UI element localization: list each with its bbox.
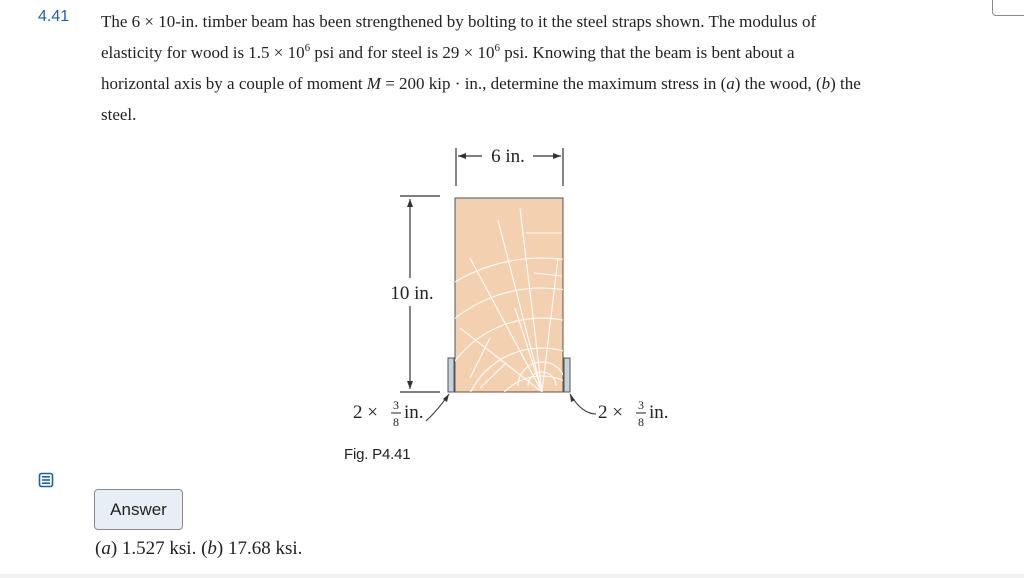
- left-fraction-numerator: 3: [393, 398, 399, 412]
- left-strap-prefix: 2 ×: [353, 402, 378, 423]
- problem-line-1: [101, 6, 996, 37]
- problem-line-3: [101, 68, 996, 99]
- right-fraction-numerator: 3: [638, 398, 644, 412]
- part-b-label: b: [821, 74, 831, 93]
- bottom-divider: [0, 574, 1024, 578]
- height-label: 10 in.: [390, 283, 434, 304]
- exponent-wood: 6: [304, 42, 311, 54]
- problem-text-3c: ) the wood, (: [734, 74, 822, 93]
- problem-line-4: [101, 99, 996, 130]
- left-fraction-denominator: 8: [393, 415, 399, 429]
- problem-text-2a: elasticity for wood is 1.5 × 10: [101, 43, 305, 62]
- beam-cross-section-diagram: [330, 138, 690, 448]
- problem-number: 4.41: [38, 8, 70, 25]
- problem-text-3d: ) the: [830, 74, 861, 93]
- answer-value-a: ) 1.527 ksi. (: [110, 538, 208, 559]
- answer-text: [95, 538, 302, 560]
- figure-caption: Fig. P4.41: [344, 446, 411, 463]
- right-strap-prefix: 2 ×: [598, 402, 623, 423]
- left-strap-unit: in.: [404, 402, 424, 423]
- problem-text-3b: = 200 kip · in., determine the maximum stress in (: [380, 74, 727, 93]
- corner-tab[interactable]: [992, 0, 1024, 16]
- exponent-steel: 6: [494, 42, 500, 54]
- answer-open: (: [95, 538, 102, 559]
- left-steel-strap: [448, 358, 454, 392]
- problem-text-2c: psi. Knowing that the beam is bent about a: [499, 43, 795, 62]
- right-strap-unit: in.: [649, 402, 669, 423]
- problem-text-2b: psi and for steel is 29 × 10: [310, 43, 495, 62]
- problem-text-3a: horizontal axis by a couple of moment: [101, 74, 367, 93]
- answer-part-a-label: a: [101, 538, 111, 559]
- problem-text-1a: The 6 × 10-in. timber beam has been strengthened by bolting to it the steel straps shown. The modulus of: [101, 12, 817, 31]
- answer-button[interactable]: Answer: [94, 489, 183, 530]
- right-strap-label: [598, 398, 669, 429]
- answer-value-b: ) 17.68 ksi.: [216, 538, 303, 559]
- right-fraction-denominator: 8: [638, 415, 644, 429]
- right-steel-strap: [564, 358, 570, 392]
- problem-line-2: [101, 37, 996, 68]
- beam-figure: [330, 138, 690, 473]
- problem-statement: [101, 6, 996, 130]
- width-label: 6 in.: [491, 146, 525, 167]
- problem-text-4: steel.: [101, 105, 137, 124]
- left-strap-label: [353, 398, 424, 429]
- right-leader-line: [570, 394, 596, 414]
- notes-icon[interactable]: [38, 472, 54, 488]
- answer-part-b-label: b: [207, 538, 217, 559]
- part-a-label: a: [726, 74, 735, 93]
- moment-variable: M: [366, 74, 381, 93]
